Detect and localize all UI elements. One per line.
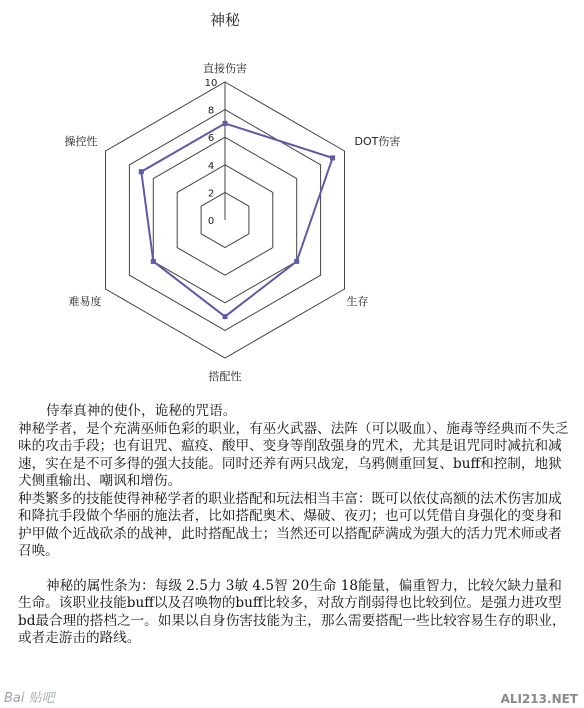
- data-point: [151, 259, 156, 264]
- intro-line: 侍奉真神的使仆，诡秘的咒语。: [46, 403, 237, 419]
- data-point: [223, 314, 228, 319]
- blank-line: [18, 561, 570, 578]
- data-point: [294, 259, 299, 264]
- description-text: [18, 403, 570, 648]
- radar-series-line: [141, 123, 332, 316]
- axis-label: 操控性: [64, 135, 98, 148]
- radar-tick-labels: [205, 78, 218, 227]
- paragraph-attributes: 神秘的属性条为：每级 2.5力 3敏 4.5智 20生命 18能量，偏重智力，比较欠缺力量和生命。该职业技能buff以及召唤物的buff比较多，对敌方削弱得也比较到位。是强力进攻型bd最合理的搭档之一。如果以自身伤害技能为主，那么需要搭配一些比较容易生存的职业，或者走游击的路线。: [18, 577, 566, 646]
- data-point: [223, 121, 228, 126]
- tick-label: 10: [204, 78, 218, 89]
- data-point: [330, 155, 335, 160]
- tick-label: 0: [207, 216, 215, 227]
- data-point: [139, 169, 144, 174]
- paragraph-builds: 种类繁多的技能使得神秘学者的职业搭配和玩法相当丰富：既可以依仗高额的法术伤害加成和降抗手段做个华丽的施法者，比如搭配奥术、爆破、夜刃；也可以凭借自身强化的变身和护甲做个近战砍杀的战神，此时搭配战士；当然还可以搭配萨满成为强大的活力咒术师或者召唤。: [18, 490, 562, 559]
- axis-label: DOT伤害: [354, 135, 401, 148]
- paragraph-skills: 神秘学者，是个充满巫师色彩的职业，有巫火武器、法阵（可以吸血）、施毒等经典而不失乏味的攻击手段；也有诅咒、瘟疫、酸甲、变身等削敌强身的咒术，尤其是诅咒同时减抗和减速，实在是不可多得的强大技能。同时还养有两只战宠，乌鸦侧重回复、buff和控制，地狱犬侧重输出、嘲讽和增伤。: [18, 420, 569, 489]
- chart-title: 神秘: [209, 11, 241, 29]
- radar-axis-labels: [65, 61, 401, 383]
- ali213-watermark: ALI213.NET: [500, 692, 578, 706]
- axis-label: 搭配性: [208, 370, 242, 383]
- axis-label: 直接伤害: [203, 62, 247, 75]
- tick-label: 2: [207, 188, 215, 200]
- radar-data-points: [139, 121, 335, 319]
- axis-label: 难易度: [68, 295, 102, 308]
- axis-label: 生存: [346, 295, 369, 308]
- tieba-watermark: Bai 贴吧: [4, 691, 55, 706]
- tick-label: 4: [207, 160, 215, 172]
- tick-label: 8: [207, 105, 215, 117]
- tick-label: 6: [207, 133, 215, 145]
